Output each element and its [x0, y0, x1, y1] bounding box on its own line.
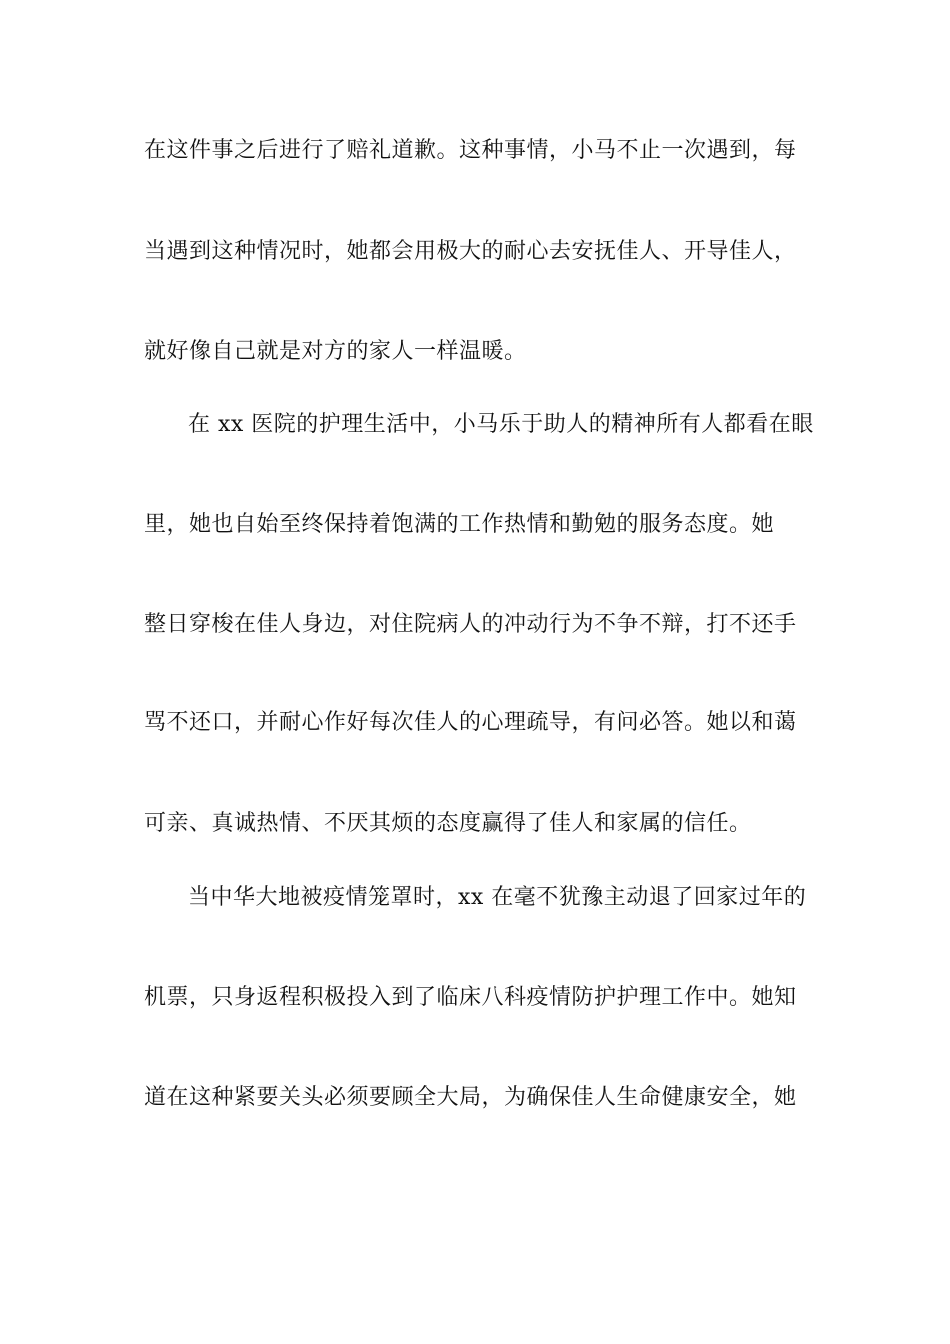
text-line: 整日穿梭在佳人身边，对住院病人的冲动行为不争不辩，打不还手 [144, 612, 797, 637]
text-line: 机票，只身返程积极投入到了临床八科疫情防护护理工作中。她知 [144, 985, 797, 1010]
paragraph-first-line: 当中华大地被疫情笼罩时，xx 在毫不犹豫主动退了回家过年的 [188, 885, 807, 910]
paragraph-first-line: 在 xx 医院的护理生活中，小马乐于助人的精神所有人都看在眼 [188, 412, 814, 437]
text-line: 就好像自己就是对方的家人一样温暖。 [144, 339, 527, 364]
text-line: 当遇到这种情况时，她都会用极大的耐心去安抚佳人、开导佳人， [144, 239, 797, 264]
text-line: 在这件事之后进行了赔礼道歉。这种事情，小马不止一次遇到，每 [144, 138, 797, 163]
text-line: 道在这种紧要关头必须要顾全大局，为确保佳人生命健康安全，她 [144, 1085, 797, 1110]
text-line: 可亲、真诚热情、不厌其烦的态度赢得了佳人和家属的信任。 [144, 811, 752, 836]
text-line: 骂不还口，并耐心作好每次佳人的心理疏导，有问必答。她以和蔼 [144, 710, 797, 735]
text-line: 里，她也自始至终保持着饱满的工作热情和勤勉的服务态度。她 [144, 512, 775, 537]
